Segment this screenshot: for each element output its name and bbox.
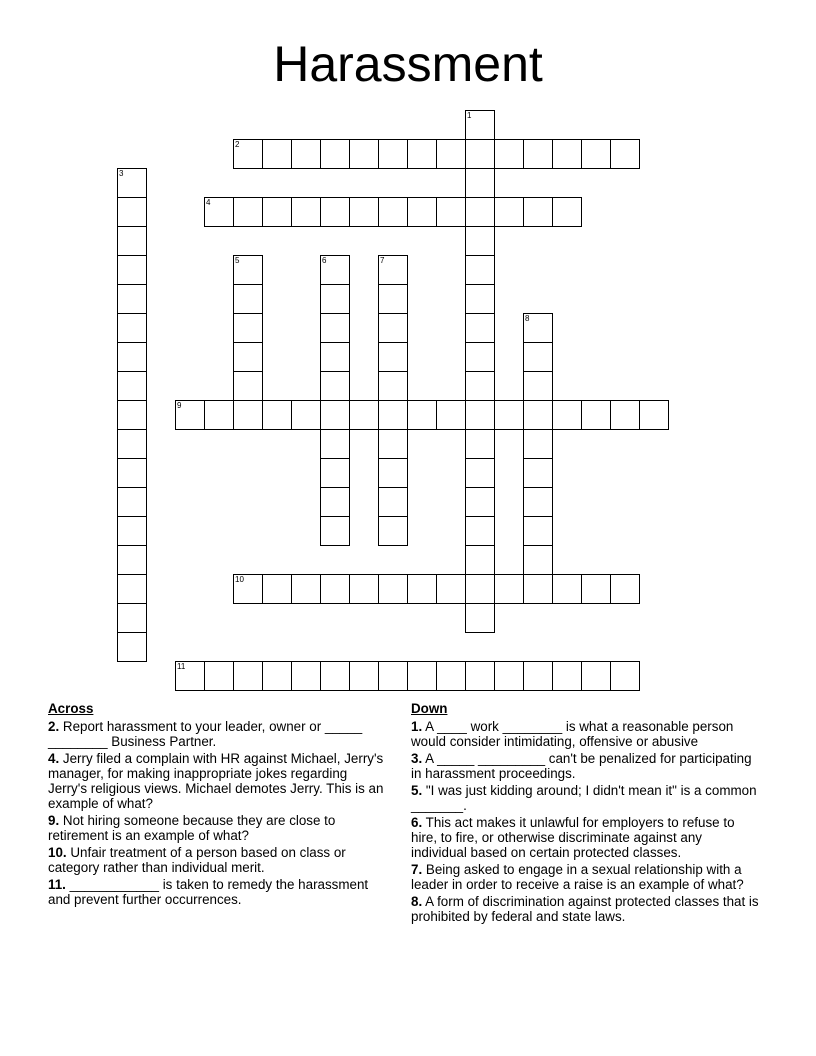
grid-cell[interactable]: [117, 574, 147, 604]
grid-cell[interactable]: [117, 632, 147, 662]
cell-number: 6: [322, 256, 327, 265]
clue-down-8: [411, 894, 759, 924]
grid-cell[interactable]: [233, 313, 263, 343]
grid-cell[interactable]: [117, 458, 147, 488]
clue-text: This act makes it unlawful for employers to refuse to hire, to fire, or otherwise discriminate against any individual based on certain protected classes.: [411, 815, 735, 860]
grid-cell[interactable]: [291, 574, 321, 604]
grid-cell[interactable]: [581, 574, 611, 604]
grid-cell[interactable]: [204, 197, 234, 227]
grid-cell[interactable]: [465, 429, 495, 459]
grid-cell[interactable]: [320, 661, 350, 691]
grid-cell[interactable]: [349, 574, 379, 604]
down-clues: [411, 700, 759, 926]
grid-cell[interactable]: [262, 139, 292, 169]
grid-cell[interactable]: [610, 139, 640, 169]
grid-cell[interactable]: [465, 458, 495, 488]
grid-cell[interactable]: [523, 458, 553, 488]
grid-cell[interactable]: [291, 661, 321, 691]
grid-cell[interactable]: [523, 516, 553, 546]
grid-cell[interactable]: [320, 429, 350, 459]
clue-number: 10.: [48, 845, 67, 860]
grid-cell[interactable]: [523, 342, 553, 372]
cell-number: 8: [525, 314, 530, 323]
grid-cell[interactable]: [291, 400, 321, 430]
grid-cell[interactable]: [465, 603, 495, 633]
clue-down-5: [411, 783, 759, 813]
grid-cell[interactable]: [523, 313, 553, 343]
grid-cell[interactable]: [320, 516, 350, 546]
clue-text: Unfair treatment of a person based on class or category rather than individual merit.: [48, 845, 346, 875]
grid-cell[interactable]: [465, 197, 495, 227]
cell-number: 5: [235, 256, 240, 265]
grid-cell[interactable]: [465, 226, 495, 256]
grid-cell[interactable]: [552, 574, 582, 604]
grid-cell[interactable]: [436, 197, 466, 227]
grid-cell[interactable]: [581, 139, 611, 169]
clue-text: Not hiring someone because they are close to retirement is an example of what?: [48, 813, 336, 843]
clue-down-1: [411, 719, 759, 749]
grid-cell[interactable]: [117, 603, 147, 633]
grid-cell[interactable]: [378, 371, 408, 401]
grid-cell[interactable]: [262, 574, 292, 604]
grid-cell[interactable]: [320, 139, 350, 169]
grid-cell[interactable]: [465, 284, 495, 314]
clue-number: 7.: [411, 862, 423, 877]
grid-cell[interactable]: [523, 487, 553, 517]
grid-cell[interactable]: [378, 255, 408, 285]
grid-cell[interactable]: [117, 371, 147, 401]
grid-cell[interactable]: [552, 661, 582, 691]
clue-text: A ____ work ________ is what a reasonable person would consider intimidating, offensive or abusive: [411, 719, 734, 749]
grid-cell[interactable]: [465, 545, 495, 575]
grid-cell[interactable]: [378, 400, 408, 430]
cell-number: 10: [235, 575, 244, 584]
clue-text: A form of discrimination against protected classes that is prohibited by federal and state laws.: [411, 894, 759, 924]
clue-text: "I was just kidding around; I didn't mean it" is a common _______.: [411, 783, 757, 813]
grid-cell[interactable]: [436, 661, 466, 691]
clue-down-7: [411, 862, 759, 892]
grid-cell[interactable]: [320, 371, 350, 401]
grid-cell[interactable]: [610, 574, 640, 604]
grid-cell[interactable]: [262, 661, 292, 691]
grid-cell[interactable]: [407, 574, 437, 604]
grid-cell[interactable]: [494, 139, 524, 169]
grid-cell[interactable]: [523, 400, 553, 430]
clue-text: Report harassment to your leader, owner or _____ ________ Business Partner.: [48, 719, 363, 749]
grid-cell[interactable]: [233, 284, 263, 314]
clue-number: 1.: [411, 719, 423, 734]
grid-cell[interactable]: [117, 487, 147, 517]
clue-text: Being asked to engage in a sexual relationship with a leader in order to receive a raise is an example of what?: [411, 862, 744, 892]
grid-cell[interactable]: [117, 400, 147, 430]
grid-cell[interactable]: [378, 661, 408, 691]
clue-number: 11.: [48, 877, 66, 892]
grid-cell[interactable]: [117, 168, 147, 198]
grid-cell[interactable]: [523, 197, 553, 227]
grid-cell[interactable]: [494, 400, 524, 430]
clue-down-6: [411, 815, 759, 860]
grid-cell[interactable]: [465, 313, 495, 343]
grid-cell[interactable]: [465, 255, 495, 285]
clue-number: 4.: [48, 751, 60, 766]
grid-cell[interactable]: [465, 400, 495, 430]
grid-cell[interactable]: [349, 661, 379, 691]
grid-cell[interactable]: [291, 197, 321, 227]
grid-cell[interactable]: [233, 139, 263, 169]
grid-cell[interactable]: [407, 197, 437, 227]
grid-cell[interactable]: [494, 574, 524, 604]
grid-cell[interactable]: [378, 516, 408, 546]
grid-cell[interactable]: [581, 661, 611, 691]
grid-cell[interactable]: [233, 371, 263, 401]
grid-cell[interactable]: [552, 400, 582, 430]
grid-cell[interactable]: [523, 429, 553, 459]
grid-cell[interactable]: [233, 661, 263, 691]
cell-number: 1: [467, 111, 472, 120]
grid-cell[interactable]: [465, 342, 495, 372]
clue-text: A _____ _________ can't be penalized for participating in harassment proceedings.: [411, 751, 752, 781]
clue-across-10: [48, 845, 388, 875]
grid-cell[interactable]: [378, 458, 408, 488]
grid-cell[interactable]: [610, 400, 640, 430]
grid-cell[interactable]: [523, 661, 553, 691]
grid-cell[interactable]: [204, 400, 234, 430]
clue-number: 6.: [411, 815, 423, 830]
grid-cell[interactable]: [523, 139, 553, 169]
grid-cell[interactable]: [407, 139, 437, 169]
grid-cell[interactable]: [117, 429, 147, 459]
grid-cell[interactable]: [349, 197, 379, 227]
grid-cell[interactable]: [378, 342, 408, 372]
grid-cell[interactable]: [262, 197, 292, 227]
grid-cell[interactable]: [117, 545, 147, 575]
across-heading: Across: [48, 701, 94, 716]
grid-cell[interactable]: [523, 545, 553, 575]
cell-number: 4: [206, 198, 211, 207]
grid-cell[interactable]: [465, 516, 495, 546]
grid-cell[interactable]: [291, 139, 321, 169]
clue-number: 8.: [411, 894, 423, 909]
grid-cell[interactable]: [552, 139, 582, 169]
grid-cell[interactable]: [378, 313, 408, 343]
grid-cell[interactable]: [233, 255, 263, 285]
grid-cell[interactable]: [378, 429, 408, 459]
grid-cell[interactable]: [378, 487, 408, 517]
grid-cell[interactable]: [407, 400, 437, 430]
down-heading: Down: [411, 701, 448, 716]
clue-across-9: [48, 813, 388, 843]
cell-number: 3: [119, 169, 124, 178]
grid-cell[interactable]: [378, 139, 408, 169]
page-title: Harassment: [273, 36, 543, 92]
grid-cell[interactable]: [117, 342, 147, 372]
grid-cell[interactable]: [175, 661, 205, 691]
clue-across-4: [48, 751, 388, 811]
clue-number: 5.: [411, 783, 423, 798]
grid-cell[interactable]: [465, 139, 495, 169]
across-clues: [48, 700, 388, 909]
grid-cell[interactable]: [233, 574, 263, 604]
grid-cell[interactable]: [581, 400, 611, 430]
grid-cell[interactable]: [233, 197, 263, 227]
grid-cell[interactable]: [320, 574, 350, 604]
clue-text: ____________ is taken to remedy the harassment and prevent further occurrences.: [48, 877, 369, 907]
grid-cell[interactable]: [465, 371, 495, 401]
grid-cell[interactable]: [117, 313, 147, 343]
grid-cell[interactable]: [349, 400, 379, 430]
grid-cell[interactable]: [465, 110, 495, 140]
grid-cell[interactable]: [639, 400, 669, 430]
grid-cell[interactable]: [523, 371, 553, 401]
grid-cell[interactable]: [233, 342, 263, 372]
grid-cell[interactable]: [204, 661, 234, 691]
grid-cell[interactable]: [552, 197, 582, 227]
grid-cell[interactable]: [320, 458, 350, 488]
grid-cell[interactable]: [117, 197, 147, 227]
clue-down-3: [411, 751, 759, 781]
cell-number: 7: [380, 256, 385, 265]
clue-across-11: [48, 877, 388, 907]
grid-cell[interactable]: [494, 197, 524, 227]
clue-text: Jerry filed a complain with HR against Michael, Jerry's manager, for making inappropriate jokes regarding Jerry's religious views. Michael demotes Jerry. This is an example of what?: [48, 751, 384, 811]
grid-cell[interactable]: [610, 661, 640, 691]
clue-number: 9.: [48, 813, 60, 828]
cell-number: 9: [177, 401, 182, 410]
clue-number: 3.: [411, 751, 423, 766]
grid-cell[interactable]: [465, 487, 495, 517]
grid-cell[interactable]: [349, 139, 379, 169]
grid-cell[interactable]: [523, 574, 553, 604]
grid-cell[interactable]: [320, 255, 350, 285]
grid-cell[interactable]: [436, 400, 466, 430]
grid-cell[interactable]: [465, 574, 495, 604]
clue-across-2: [48, 719, 388, 749]
grid-cell[interactable]: [320, 342, 350, 372]
grid-cell[interactable]: [175, 400, 205, 430]
grid-cell[interactable]: [117, 226, 147, 256]
grid-cell[interactable]: [436, 139, 466, 169]
cell-number: 2: [235, 140, 240, 149]
grid-cell[interactable]: [378, 284, 408, 314]
grid-cell[interactable]: [320, 400, 350, 430]
cell-number: 11: [177, 662, 186, 671]
grid-cell[interactable]: [378, 197, 408, 227]
grid-cell[interactable]: [320, 313, 350, 343]
grid-cell[interactable]: [320, 197, 350, 227]
grid-cell[interactable]: [117, 255, 147, 285]
clue-number: 2.: [48, 719, 60, 734]
grid-cell[interactable]: [117, 516, 147, 546]
grid-cell[interactable]: [407, 661, 437, 691]
grid-cell[interactable]: [233, 400, 263, 430]
grid-cell[interactable]: [378, 574, 408, 604]
grid-cell[interactable]: [494, 661, 524, 691]
grid-cell[interactable]: [320, 284, 350, 314]
grid-cell[interactable]: [465, 168, 495, 198]
grid-cell[interactable]: [320, 487, 350, 517]
grid-cell[interactable]: [117, 284, 147, 314]
grid-cell[interactable]: [262, 400, 292, 430]
grid-cell[interactable]: [436, 574, 466, 604]
grid-cell[interactable]: [465, 661, 495, 691]
